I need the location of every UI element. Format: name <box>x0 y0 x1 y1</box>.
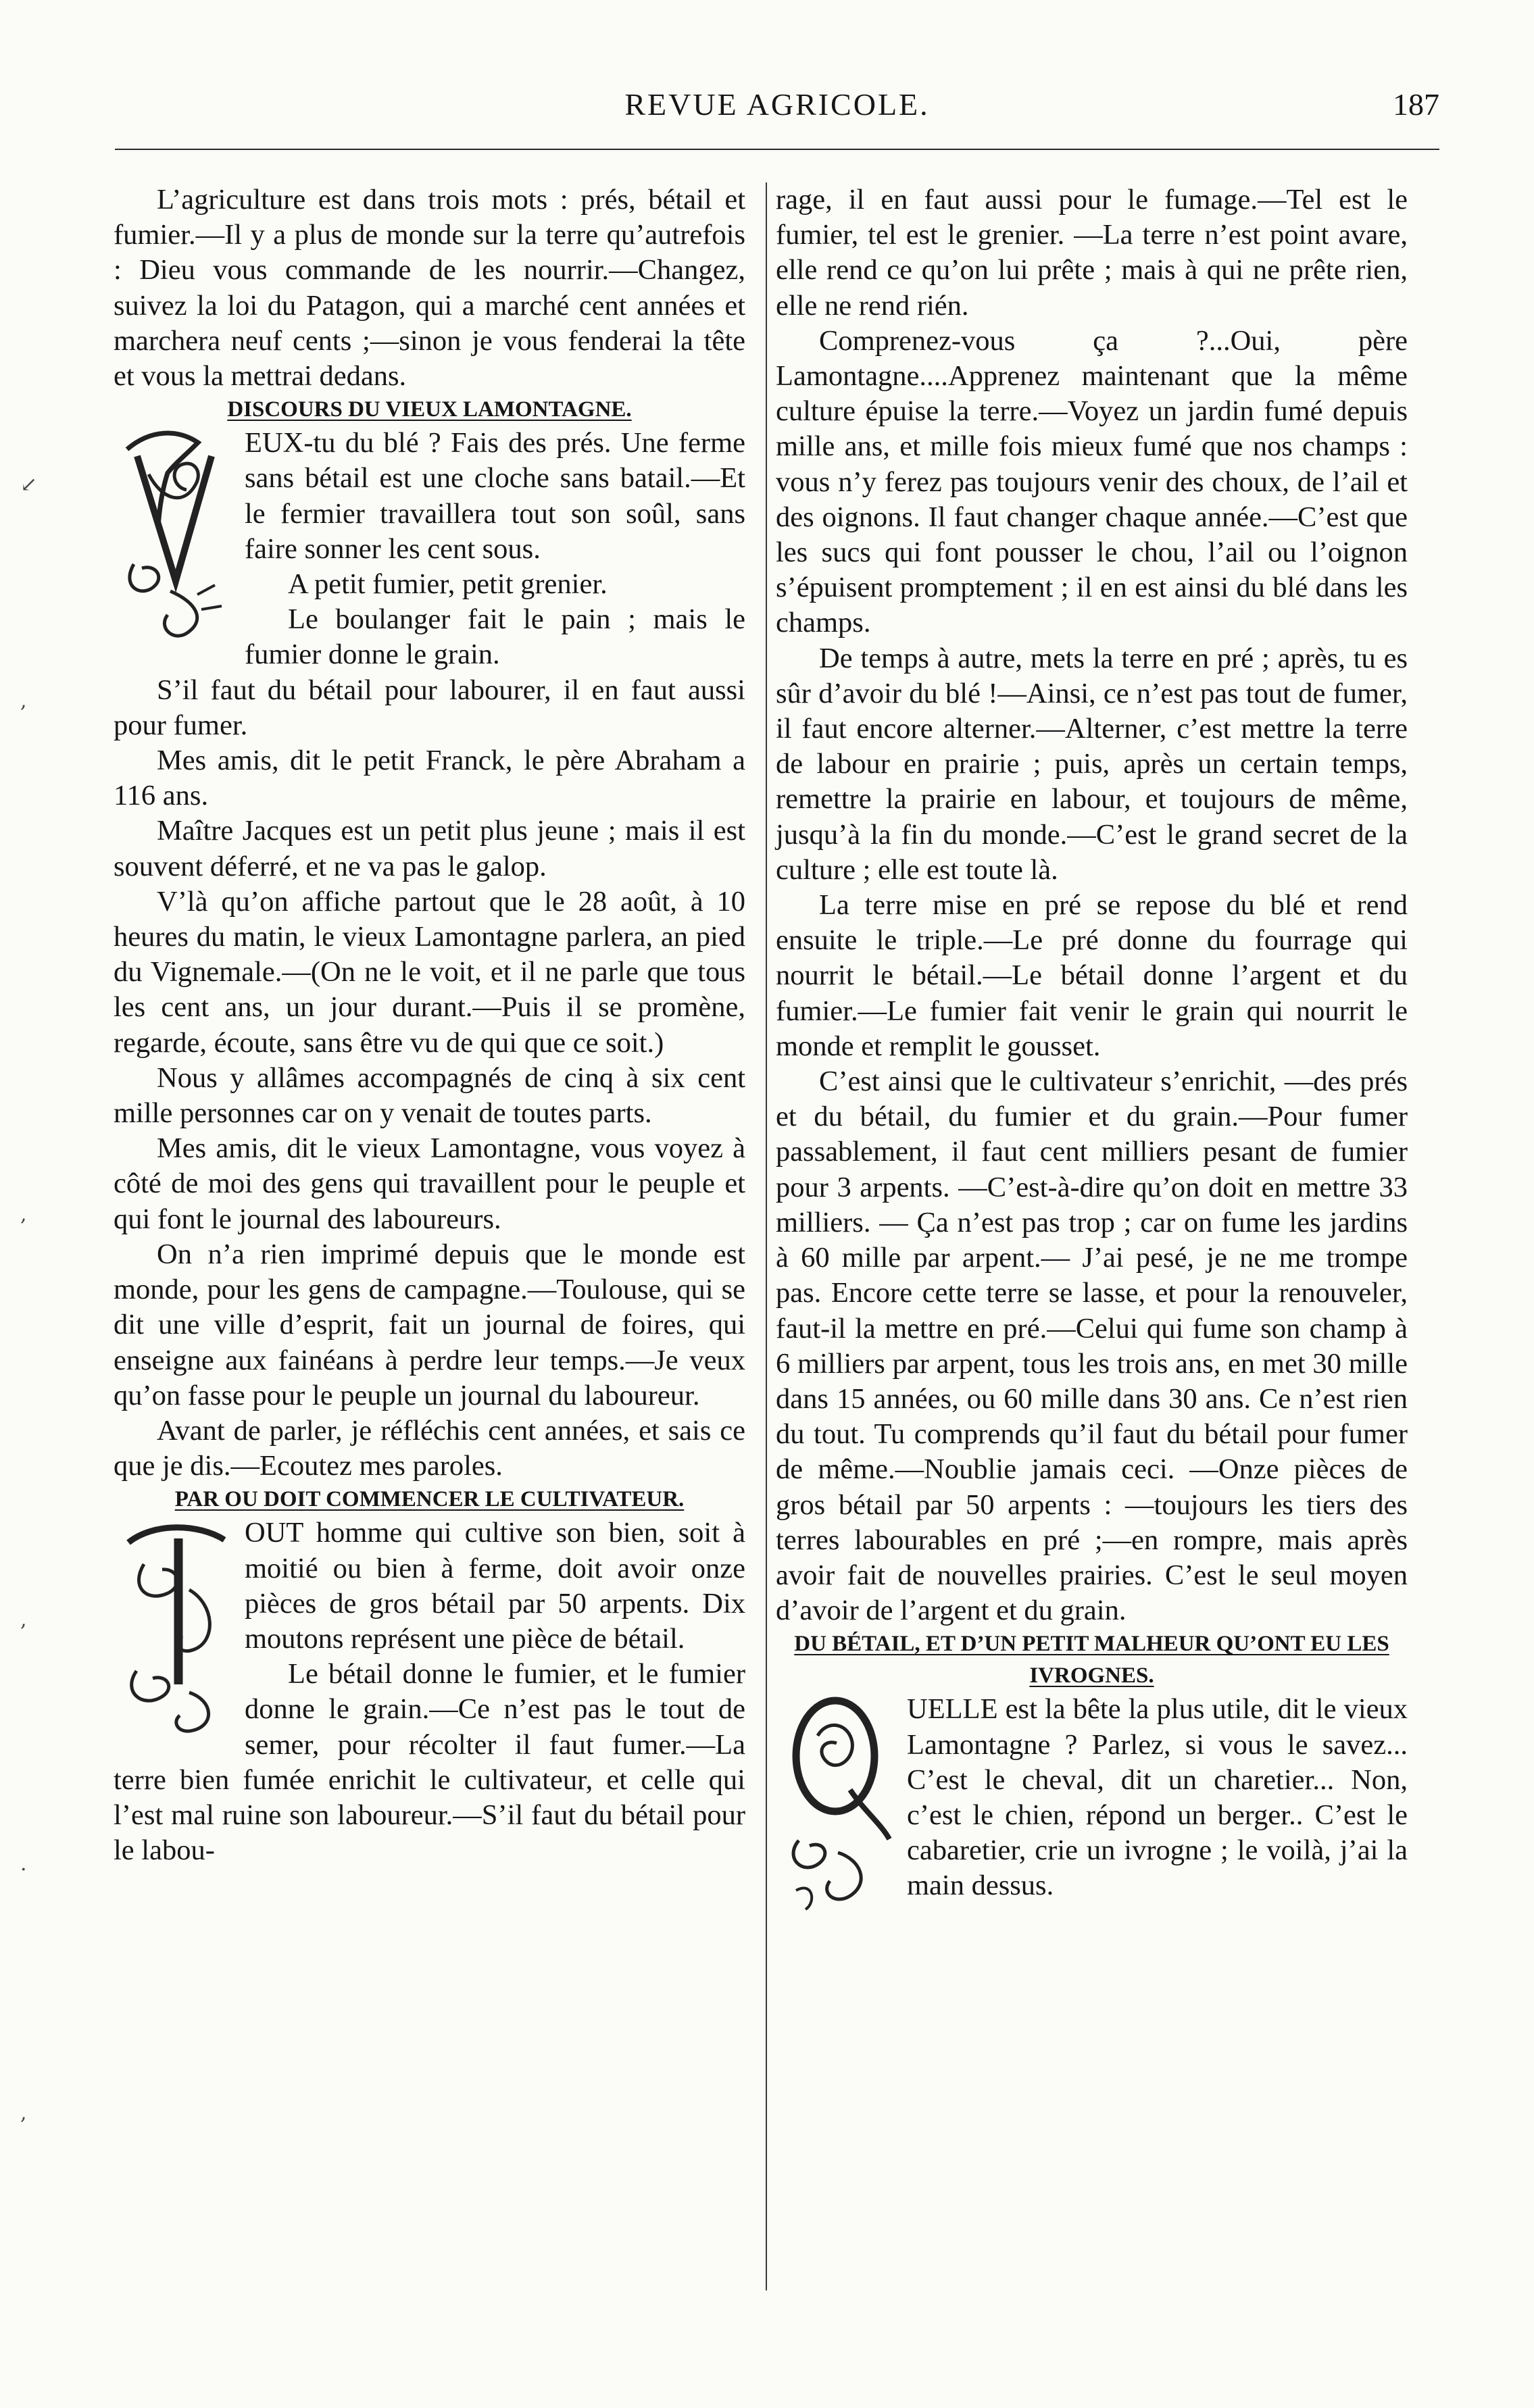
enrichit-paragraph: C’est ainsi que le cultivateur s’enrichit, —des prés et du bétail, du fumier et du grain.—Pour fumer passablement, il faut cent milliers pesant de fumier pour 3 arpents. —C’est-à-dire qu’on doit en mettre 33 milliers. — Ça n’est pas trop ; car on fume les jardins à 60 mille par arpent.— J’ai pesé, je ne me trompe pas. Encore cette terre se lasse, et pour la renouveler, faut-il la mettre en pré.—Celui qui fume son champ à 6 milliers par arpent, tous les trois ans, en met 30 mille dans 15 années, ou 60 mille dans 30 ans. Ce n’est rien du tout. Tu comprends qu’il faut du bétail pour fumer de même.—Noublie jamais ceci. —Onze pièces de gros bétail par 50 arpents : —toujours les tiers des terres labourables en pré ;—en rompre, mais après avoir fait de nouvelles prairies. C’est le seul moyen d’avoir de l’argent et du grain. <box>776 1065 1408 1627</box>
right-column <box>776 182 1408 1915</box>
avant-paragraph: Avant de parler, je réfléchis cent années, et sais ce que je dis.—Ecoutez mes paroles. <box>114 1414 745 1482</box>
ornate-initial-v-icon <box>114 426 235 649</box>
section-heading-commencer: PAR OU DOIT COMMENCER LE CULTIVATEUR. <box>174 1487 685 1512</box>
terre-mise-paragraph: La terre mise en pré se repose du blé et rend ensuite le triple.—Le pré donne du fourrage qui nourrit le bétail.—Le bétail donne l’argent et du fumier.—Le fumier fait venir le grain qui nourrit le monde et remplit le gousset. <box>776 889 1408 1062</box>
initial-paragraph-q: UELLE est la bête la plus utile, dit le vieux Lamontagne ? Parlez, si vous le savez... C’est le cheval, dit un charetier... Non, c’est le chien, répond un berger.. C’est le cabaretier, crie un ivrogne ; le voilà, j’ai la main dessus. <box>907 1693 1408 1902</box>
section-heading-discours: DISCOURS DU VIEUX LAMONTAGNE. <box>227 397 632 422</box>
page-number: 187 <box>1393 87 1439 122</box>
margin-mark: · <box>20 1858 27 1882</box>
section-heading-betail: DU BÉTAIL, ET D’UN PETIT MALHEUR QU’ONT EU LES IVROGNES. <box>794 1632 1389 1688</box>
margin-mark: ↙ <box>20 473 38 497</box>
running-title: REVUE AGRICOLE. <box>624 87 930 122</box>
page-header <box>115 86 1439 134</box>
margin-mark: , <box>20 1203 27 1226</box>
continued-paragraph: rage, il en faut aussi pour le fumage.—Tel est le fumier, tel est le grenier. —La terre n’est point avare, elle rend ce qu’on lui prête ; mais à qui ne prête rien, elle ne rend rién. <box>776 184 1408 322</box>
boulanger-paragraph: Le boulanger fait le pain ; mais le fumier donne le grain. <box>245 603 745 671</box>
imprime-paragraph: On n’a rien imprimé depuis que le monde est monde, pour les gens de campagne.—Toulouse, qui se dit une ville d’esprit, fait un journal de foires, qui enseigne aux fainéans à perdre leur temps.—Je veux qu’on fasse pour le peuple un journal du laboureur. <box>114 1238 745 1411</box>
proverb-paragraph: A petit fumier, petit grenier. <box>288 568 608 601</box>
jacques-paragraph: Maître Jacques est un petit plus jeune ; mais il est souvent déferré, et ne va pas le galop. <box>114 815 745 882</box>
allames-paragraph: Nous y allâmes accompagnés de cinq à six cent mille personnes car on y venait de toutes parts. <box>114 1061 745 1130</box>
comprenez-paragraph: Comprenez-vous ça ?...Oui, père Lamontagne....Apprenez maintenant que la même culture épuise la terre.—Voyez un jardin fumé depuis mille ans, et mille fois mieux fumé que nos champs : vous n’y ferez pas toujours venir des choux, de l’ail et des oignons. Il faut changer chaque année.—C’est que les sucs qui font pousser le chou, l’ail ou l’oignon s’épuisent promptement ; il en est ainsi du blé dans les champs. <box>776 324 1408 639</box>
left-column <box>114 182 745 1868</box>
temps-paragraph: De temps à autre, mets la terre en pré ; après, tu es sûr d’avoir du blé !—Ainsi, ce n’est pas tout de fumer, il faut encore alterner.—Alterner, c’est mettre la terre de labour en prairie ; puis, après un certain temps, remettre la prairie en labour, et toujours de même, jusqu’à la fin du monde.—C’est le grand secret de la culture ; elle est toute là. <box>776 642 1408 886</box>
margin-mark: , <box>20 1608 27 1632</box>
ornate-initial-t-icon <box>114 1515 235 1738</box>
franck-paragraph: Mes amis, dit le petit Franck, le père Abraham a 116 ans. <box>114 745 745 812</box>
intro-paragraph: L’agriculture est dans trois mots : prés, bétail et fumier.—Il y a plus de monde sur la terre qu’autrefois : Dieu vous commande de les nourrir.—Changez, suivez la loi du Patagon, qui a marché cent années et marchera neuf cents ;—sinon je vous fenderai la tête et vous la mettrai dedans. <box>114 184 745 393</box>
initial-paragraph-v: EUX-tu du blé ? Fais des prés. Une ferme sans bétail est une cloche sans batail.—Et le fermier travaillera tout son soûl, sans faire sonner les cent sous. <box>245 427 745 565</box>
ornate-initial-q-icon <box>776 1692 897 1915</box>
ornate-initial-paragraph <box>114 1515 745 1657</box>
betail-labourer-paragraph: S’il faut du bétail pour labourer, il en faut aussi pour fumer. <box>114 674 745 741</box>
margin-mark: , <box>20 689 27 713</box>
fumier-grain-paragraph: Le bétail donne le fumier, et le fumier donne le grain.—Ce n’est pas le tout de semer, pour récolter il faut fumer.—La terre bien fumée enrichit le cultivateur, et celle qui l’est mal ruine son laboureur.—S’il faut du bétail pour le labou- <box>114 1658 745 1867</box>
mes-amis-paragraph: Mes amis, dit le vieux Lamontagne, vous voyez à côté de moi des gens qui travaillent pour le peuple et qui font le journal des laboureurs. <box>114 1132 745 1235</box>
margin-mark: , <box>20 2101 27 2125</box>
affiche-paragraph: V’là qu’on affiche partout que le 28 août, à 10 heures du matin, le vieux Lamontagne parlera, an pied du Vignemale.—(On ne le voit, et il ne parle que tous les cent ans, un jour durant.—Puis il se promène, regarde, écoute, sans être vu de qui que ce soit.) <box>114 885 745 1059</box>
ornate-initial-paragraph <box>114 426 745 567</box>
ornate-initial-paragraph <box>776 1692 1408 1903</box>
initial-paragraph-t: OUT homme qui cultive son bien, soit à moitié ou bien à ferme, doit avoir onze pièces de gros bétail par 50 arpents. Dix moutons représent une pièce de bétail. <box>245 1517 745 1655</box>
column-divider <box>766 182 767 2290</box>
header-rule <box>115 149 1439 150</box>
